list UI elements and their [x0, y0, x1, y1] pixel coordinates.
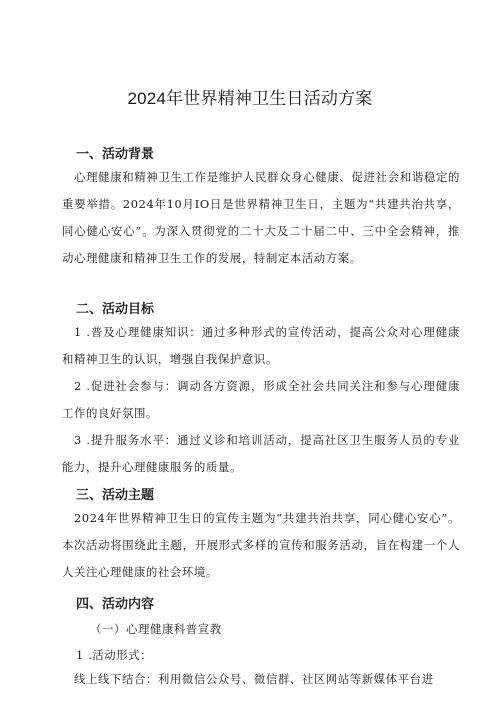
section-heading-goals: 二、活动目标 — [76, 301, 155, 316]
goal-item-2: 2 .促进社会参与：调动各方资源，形成全社会共同关注和参与心理健康工作的良好氛围。 — [62, 379, 460, 420]
section-paragraph-content: 线上线下结合：利用微信公众号、微信群、社区网站等新媒体平台进 — [74, 672, 434, 686]
section-heading-background: 一、活动背景 — [76, 146, 155, 161]
document-title: 2024年世界精神卫生日活动方案 — [127, 89, 373, 108]
list-item-label: 1 .活动形式： — [76, 648, 153, 662]
section-paragraph-theme: 2024年世界精神卫生日的宣传主题为“共建共治共享，同心健心安心”。本次活动将围绕此主题，开展形式多样的宣传和服务活动，旨在构建一个人人关注心理健康的社会环境。 — [62, 511, 460, 579]
section-heading-content: 四、活动内容 — [76, 596, 155, 611]
section-paragraph-background: 心理健康和精神卫生工作是维护人民群众身心健康、促进社会和谐稳定的重要举措。2024年10月IO日是世界精神卫生日，主题为“共建共治共享，同心健心安心”。为深入贯彻党的二十大及二十届二中、三中全会精神，推动心理健康和精神卫生工作的发展，特制定本活动方案。 — [62, 170, 460, 265]
goal-item-1: 1 .普及心理健康知识：通过多种形式的宣传活动，提高公众对心理健康和精神卫生的认识，增强自我保护意识。 — [62, 325, 460, 366]
subsection-heading: （一）心理健康科普宣教 — [90, 622, 222, 636]
goal-item-3: 3 .提升服务水平：通过义诊和培训活动，提高社区卫生服务人员的专业能力，提升心理健康服务的质量。 — [62, 433, 460, 474]
section-heading-theme: 三、活动主题 — [76, 487, 155, 502]
